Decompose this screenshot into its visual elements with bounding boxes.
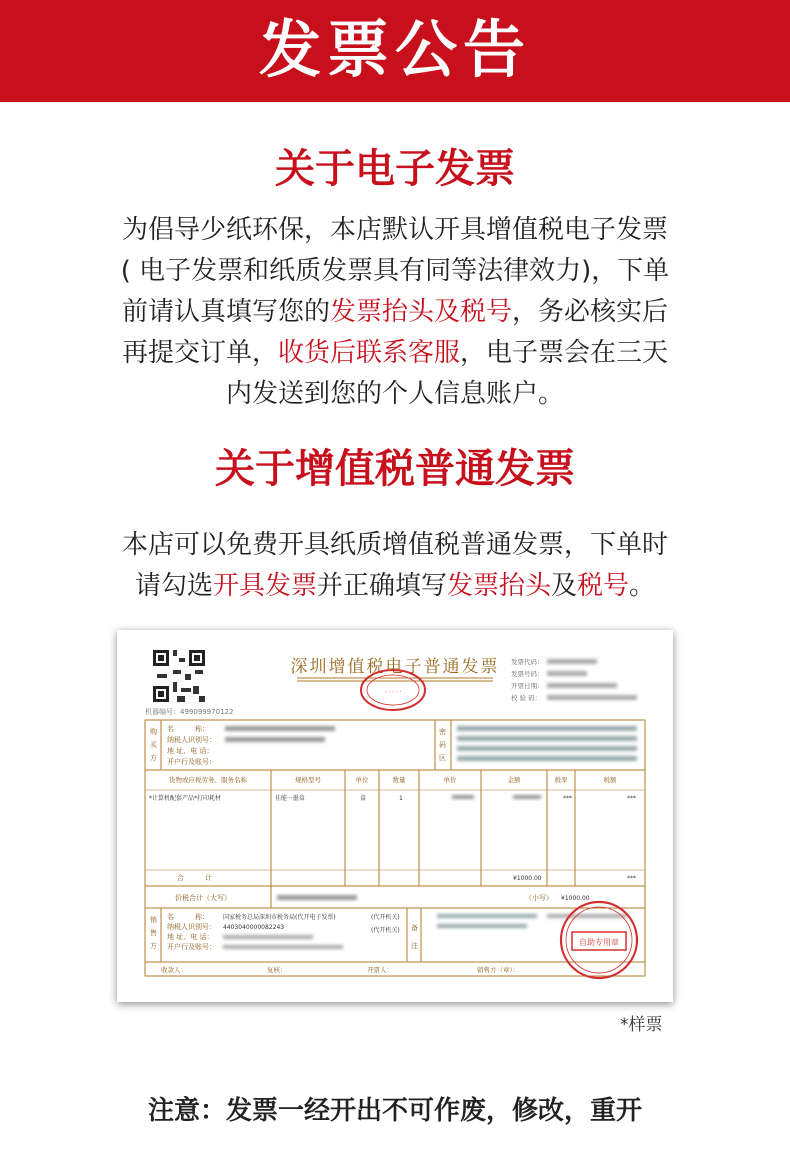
invoice-date-label: 开票日期： bbox=[511, 682, 544, 690]
svg-text:盒: 盒 bbox=[360, 795, 367, 802]
svg-text:税率: 税率 bbox=[554, 776, 568, 784]
svg-text:买: 买 bbox=[150, 741, 157, 749]
invoice-code-label: 发票代码： bbox=[511, 658, 544, 666]
vat-invoice-text bbox=[95, 525, 695, 607]
notice-text: 注意：发票一经开出不可作废，修改，重开 bbox=[147, 1096, 642, 1126]
buyer-bank-label: 开户行及账号： bbox=[167, 758, 216, 766]
svg-text:货物或应税劳务、服务名称: 货物或应税劳务、服务名称 bbox=[169, 776, 247, 784]
svg-text:（小写）: （小写） bbox=[525, 894, 553, 902]
body-text: 并正确填写 bbox=[316, 571, 447, 601]
sum-small-value: ¥1000.00 bbox=[561, 895, 590, 902]
qr-code-icon bbox=[151, 648, 207, 704]
seller-name-label: 名 称： bbox=[167, 913, 209, 921]
body-text: 请勾选 bbox=[134, 571, 213, 601]
buyer-name-label: 名 称： bbox=[167, 725, 209, 733]
svg-text:***: *** bbox=[563, 795, 572, 802]
highlight-text: 发票抬头 bbox=[446, 571, 551, 601]
sum-label: 价税合计（大写） bbox=[175, 894, 231, 902]
seller-stamp-icon bbox=[561, 902, 637, 978]
text-line bbox=[95, 333, 695, 374]
body-text: ，务必核实后 bbox=[512, 297, 669, 327]
check-code-label: 校 验 码： bbox=[511, 694, 542, 702]
svg-text:备: 备 bbox=[411, 924, 418, 932]
svg-text:方: 方 bbox=[150, 942, 157, 950]
svg-text:佳能···墨盒: 佳能···墨盒 bbox=[275, 795, 305, 802]
svg-text:购: 购 bbox=[150, 728, 157, 736]
svg-text:销售方（章）：: 销售方（章）： bbox=[477, 966, 520, 974]
svg-text:***: *** bbox=[627, 875, 636, 882]
vat-invoice-heading: 关于增值税普通发票 bbox=[215, 446, 575, 492]
invoice-title: 深圳增值税电子普通发票 bbox=[290, 657, 500, 677]
svg-text:· · · · ·: · · · · · bbox=[384, 689, 402, 696]
header-banner bbox=[0, 0, 790, 102]
svg-text:单位: 单位 bbox=[355, 776, 369, 784]
svg-text:码: 码 bbox=[439, 741, 446, 749]
svg-text:售: 售 bbox=[150, 929, 157, 937]
body-text: 及 bbox=[551, 571, 578, 601]
svg-text:数量: 数量 bbox=[392, 776, 406, 784]
text-line bbox=[95, 251, 695, 292]
body-text: 。 bbox=[629, 571, 656, 601]
invoice-item-name: *计算机配套产品*打印耗材 bbox=[149, 795, 222, 802]
total-label: 合 计 bbox=[177, 874, 212, 882]
electronic-invoice-heading: 关于电子发票 bbox=[275, 146, 515, 192]
body-text: 再提交订单， bbox=[121, 338, 278, 368]
sample-label: *样票 bbox=[620, 1015, 663, 1035]
svg-text:单价: 单价 bbox=[443, 776, 457, 784]
svg-text:***: *** bbox=[627, 795, 636, 802]
text-line bbox=[95, 374, 695, 415]
seller-address-label: 地 址、电 话： bbox=[167, 933, 214, 941]
svg-text:开票人：: 开票人： bbox=[367, 966, 393, 974]
seller-taxid: 4403040000082243 bbox=[223, 924, 285, 931]
seller-name: 国家税务总局深圳市税务局(代开电子发票) bbox=[223, 914, 336, 921]
svg-text:销: 销 bbox=[150, 916, 157, 924]
body-text: 为倡导少纸环保，本店默认开具增值税电子发票 bbox=[121, 215, 668, 245]
svg-text:税额: 税额 bbox=[603, 776, 617, 784]
machine-number: 机器编号：499099970122 bbox=[145, 708, 234, 716]
electronic-invoice-text bbox=[95, 210, 695, 415]
highlight-text: 税号 bbox=[577, 571, 630, 601]
svg-text:注: 注 bbox=[411, 942, 418, 950]
body-text: ( 电子发票和纸质发票具有同等法律效力)，下单 bbox=[120, 256, 670, 286]
text-line bbox=[95, 566, 695, 607]
seller-taxid-label: 纳税人识别号： bbox=[167, 923, 216, 931]
svg-text:(代开机关): (代开机关) bbox=[371, 914, 400, 921]
total-amount: ¥1000.00 bbox=[513, 875, 542, 882]
svg-text:1: 1 bbox=[399, 795, 403, 802]
page-title: 发票公告 bbox=[258, 13, 531, 86]
body-text: 内发送到您的个人信息账户。 bbox=[225, 379, 564, 409]
text-line bbox=[95, 292, 695, 333]
body-text: 本店可以免费开具纸质增值税普通发票，下单时 bbox=[121, 530, 668, 560]
svg-text:方: 方 bbox=[150, 754, 157, 762]
svg-text:(代开机关): (代开机关) bbox=[371, 927, 400, 934]
highlight-text: 收货后联系客服 bbox=[277, 338, 460, 368]
text-line bbox=[95, 210, 695, 251]
highlight-text: 发票抬头及税号 bbox=[329, 297, 512, 327]
stamp-text: 自助专用章 bbox=[579, 938, 619, 947]
svg-text:密: 密 bbox=[439, 728, 446, 736]
svg-text:规格型号: 规格型号 bbox=[295, 776, 321, 784]
buyer-address-label: 地 址、电 话： bbox=[167, 747, 214, 755]
svg-text:区: 区 bbox=[439, 754, 446, 762]
buyer-taxid-label: 纳税人识别号： bbox=[167, 736, 216, 744]
body-text: 前请认真填写您的 bbox=[121, 297, 330, 327]
svg-text:收款人：: 收款人： bbox=[161, 966, 187, 974]
svg-text:金额: 金额 bbox=[507, 776, 521, 784]
svg-text:复核：: 复核： bbox=[267, 966, 287, 974]
highlight-text: 开具发票 bbox=[212, 571, 317, 601]
text-line bbox=[95, 525, 695, 566]
sample-invoice-image bbox=[117, 630, 673, 1002]
invoice-number-label: 发票号码： bbox=[511, 670, 544, 678]
body-text: ，电子票会在三天 bbox=[460, 338, 669, 368]
seller-bank-label: 开户行及账号： bbox=[167, 943, 216, 951]
